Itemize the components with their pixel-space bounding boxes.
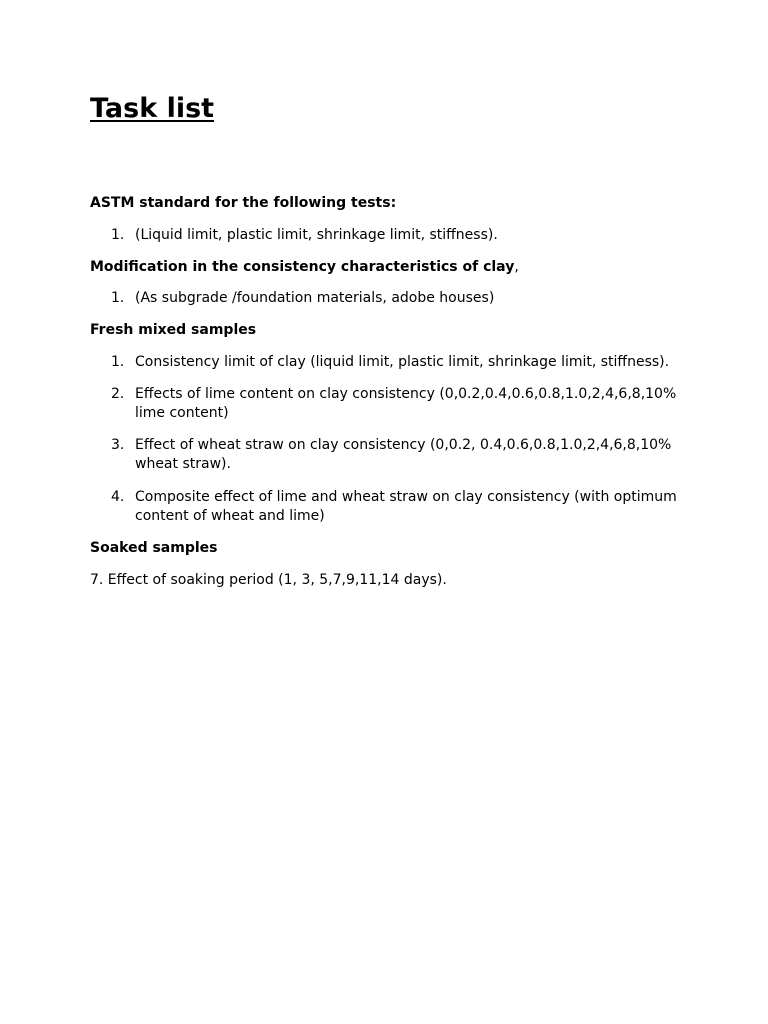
section-heading-fresh-mixed [90, 320, 256, 340]
list-item [90, 436, 690, 474]
list-item-text: (As subgrade /foundation materials, adobe houses) [135, 290, 495, 306]
list-item-number: 1. [111, 290, 125, 306]
list-item-number: 3. [111, 437, 125, 453]
section-heading-astm [90, 193, 396, 213]
soaking-period-paragraph: 7. Effect of soaking period (1, 3, 5,7,9,11,14 days). [90, 572, 447, 588]
section-heading-modification [90, 257, 519, 277]
list-item [90, 385, 690, 423]
list-item-text: Consistency limit of clay (liquid limit, plastic limit, shrinkage limit, stiffness). [135, 354, 670, 370]
section-heading-trail: , [514, 259, 519, 275]
list-item-number: 2. [111, 386, 125, 402]
list-item [90, 226, 690, 245]
section-heading-text: Fresh mixed samples [90, 322, 257, 338]
list-item-number: 1. [111, 227, 125, 243]
section-heading-soaked [90, 538, 218, 558]
list-item-text: (Liquid limit, plastic limit, shrinkage limit, stiffness). [135, 227, 498, 243]
section-heading-text: ASTM standard for the following tests: [90, 195, 397, 211]
list-item [90, 488, 690, 526]
list-item-text: Effects of lime content on clay consistency (0,0.2,0.4,0.6,0.8,1.0,2,4,6,8,10% lime content) [135, 386, 677, 421]
section-heading-text: Soaked samples [90, 540, 218, 556]
section-heading-text: Modification in the consistency characteristics of clay [90, 259, 515, 275]
list-item [90, 289, 690, 308]
list-item-text: Composite effect of lime and wheat straw on clay consistency (with optimum content of wheat and lime) [135, 489, 677, 524]
list-item-number: 1. [111, 354, 125, 370]
page-title: Task list [90, 93, 215, 124]
list-item [90, 353, 690, 372]
list-item-number: 4. [111, 489, 125, 505]
list-item-text: Effect of wheat straw on clay consistency (0,0.2, 0.4,0.6,0.8,1.0,2,4,6,8,10% wheat straw). [135, 437, 672, 472]
